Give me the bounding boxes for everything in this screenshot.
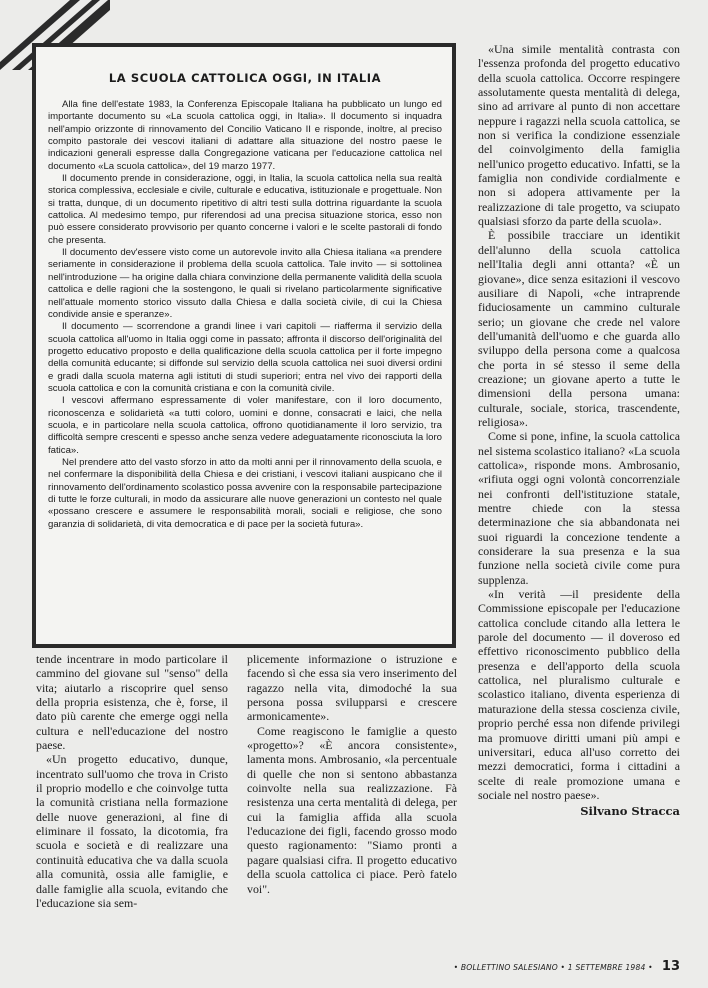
footer-publication: • BOLLETTINO SALESIANO • 1 SETTEMBRE 1984 • [453,963,653,972]
article-paragraph: «Una simile mentalità contrasta con l'essenza profonda del progetto educativo della scuola cattolica. Occorre respingere assolutamente questa mentalità di delega, sino ad arrivare al punto di non accettare neppure i ragazzi nella scuola cattolica, se non si verifica la condizione essenziale del coinvolgimento della famiglia nell'unico progetto educativo. Infatti, se la famiglia non condivide cordialmente e non si adopera attivamente per la realizzazione di tale progetto, va sciupato qualsiasi sforzo da parte della scuola». [478,42,680,229]
article-paragraph: «In verità —il presidente della Commissione episcopale per l'educazione cattolica conclude citando alla lettera le parole del documento — il doveroso ed effettivo riconoscimento pubblico della presenza e dell'apporto della scuola cattolica, nel pluralismo culturale e scolastico italiano, diventa esperienza di maturazione della stessa coscienza civile, proprio perché essa non difende privilegi ma promuove diritti umani più ampi e universitari, educa all'uso corretto dei mezzi democratici, forma i cittadini a scelte di reale promozione umana e sociale nel nostro paese». [478,587,680,802]
box-paragraph: Il documento dev'essere visto come un autorevole invito alla Chiesa italiana «a prendere seriamente in considerazione il problema della scuola cattolica. Tale invito — si sottolinea nell'introduzione — ha origine dalla chiara convinzione della permanente validità della scuola cattolica e delle ragioni che la sostengono, le quali si rivelano particolarmente significative nell'attuale momento storico vissuto dalla Chiesa e dalla società civile, di cui la Chiesa condivide ansie e speranze». [48,247,442,320]
article-paragraph: tende incentrare in modo particolare il cammino del giovane sul "senso" della vita; aiutarlo a riscoprire quel senso della propria esistenza, che è, forse, il dato più carente che emerge oggi nella cultura e nell'educazione del nostro paese. [36,652,228,753]
box-paragraph: Il documento prende in considerazione, oggi, in Italia, la scuola cattolica nella sua realtà storica complessiva, ecclesiale e civile, culturale e educativa, istituzionale e progettuale. Non si tratta, dunque, di un documento ripetitivo di altri testi sulla dottrina riguardante la scuola cattolica. Al medesimo tempo, pur riferendosi ad una precisa situazione storica, esso non può essere considerato provvisorio per quanto concerne i valori e le scelte pastorali di fondo che presenta. [48,173,442,246]
box-paragraph: Il documento — scorrendone a grandi linee i vari capitoli — riafferma il servizio della scuola cattolica all'uomo in Italia oggi come in passato; affronta il discorso dell'originalità del progetto educativo proposto e della qualificazione della scuola cattolica per il forte impegno della comunità educante; si diffonde sul servizio della scuola cattolica nei suoi diversi ordini e gradi dalla scuola materna agli istituti di studi superiori; entra nel vivo dei rapporti della scuola cattolica e con la comunità cristiana e con la comunità civile. [48,321,442,394]
article-paragraph: È possibile tracciare un identikit dell'alunno della scuola cattolica nell'Italia degli anni ottanta? «È un giovane», dice senza esitazioni il vescovo ausiliare di Napoli, «che intraprende fiduciosamente un cammino culturale serio; un giovane che crede nel valore dell'umanità dell'uomo e che guarda allo sviluppo della persona come a qualcosa che porta in sé stesso il seme della creazione; un giovane aperto a tutte le dimensioni della persona umana: culturale, sociale, storica, trascendente, religiosa». [478,228,680,429]
box-paragraph: Alla fine dell'estate 1983, la Conferenza Episcopale Italiana ha pubblicato un lungo ed importante documento su «La scuola cattolica oggi, in Italia». Il documento si inquadra nell'ampio orizzonte di rinnovamento del Concilio Vaticano II e risponde, inoltre, al preciso compito pastorale dei vescovi italiani di adattare alla situazione del nostro paese le indicazioni generali espresse dalla Congregazione vaticana per l'educazione cattolica nel documento «La scuola cattolica», del 19 marzo 1977. [48,99,442,172]
article-paragraph: Come reagiscono le famiglie a questo «progetto»? «È ancora consistente», lamenta mons. Ambrosanio, «la percentuale di quelle che non si sentono abbastanza coinvolte nella sua realizzazione. Fà resistenza una certa mentalità di delega, per cui la famiglia affida alla scuola l'educazione dei figli, facendo grosso modo questo ragionamento: "Siamo pronti a pagare qualsiasi cifra. Il progetto educativo della scuola cattolica ci piace. Però fatelo voi". [247,723,457,896]
page-number: 13 [661,959,680,974]
page-footer [360,955,680,974]
article-column-right [478,42,680,819]
box-text [48,99,442,531]
box-paragraph: I vescovi affermano espressamente di voler manifestare, con il loro documento, riconoscenza e solidarietà «a tutti coloro, uomini e donne, consacrati e laici, che nella scuola, e in particolare nella scuola cattolica, offrono quotidianamente il loro servizio, tra difficoltà sempre crescenti e spesso anche senza vedere adeguatamente riconosciuta la loro fatica». [48,395,442,456]
box-title: LA SCUOLA CATTOLICA OGGI, IN ITALIA [108,71,382,85]
sidebar-box [32,43,456,648]
article-column-middle [247,652,457,896]
article-paragraph: Come si pone, infine, la scuola cattolica nel sistema scolastico italiano? «La scuola cattolica», risponde mons. Ambrosanio, «rifiuta oggi ogni volontà concorrenziale nei confronti dell'istituzione statale, mentre chiede con la stessa determinazione che sia abbandonata nei suoi riguardi la concezione tendente a considerare la sua presenza e la sua funzione nella società civile come pura supplenza. [478,429,680,587]
box-paragraph: Nel prendere atto del vasto sforzo in atto da molti anni per il rinnovamento della scuola, e nel confermare la disponibilità della Chiesa e dei cristiani, i vescovi italiani auspicano che il rinnovamento dell'ordinamento scolastico possa avvenire con la responsabile partecipazione di tutte le forze culturali, in modo da assicurare alle nuove generazioni un contesto nel quale «possano crescere e assumere le responsabilità morali, sociali e religiose, che sono garanzia di solidarietà, di vita democratica e di pace per la società futura». [48,456,442,530]
article-paragraph: «Un progetto educativo, dunque, incentrato sull'uomo che trova in Cristo il proprio modello e che coinvolge tutta la comunità cristiana nella formazione delle nuove generazioni, al fine di eliminare il fossato, la dicotomia, fra scuola e società e di realizzare una continuità educativa che va dalla scuola alla comunità, ossia alle famiglie, e dalle famiglie alla scuola, evitando che l'educazione sia sem- [36,752,228,910]
author-signature: Silvano Stracca [580,804,680,819]
article-column-left [36,652,228,910]
article-paragraph: plicemente informazione o istruzione e facendo sì che essa sia vero inserimento del ragazzo nella vita, dimodoché la sua persona possa svilupparsi e crescere armonicamente». [247,652,457,724]
